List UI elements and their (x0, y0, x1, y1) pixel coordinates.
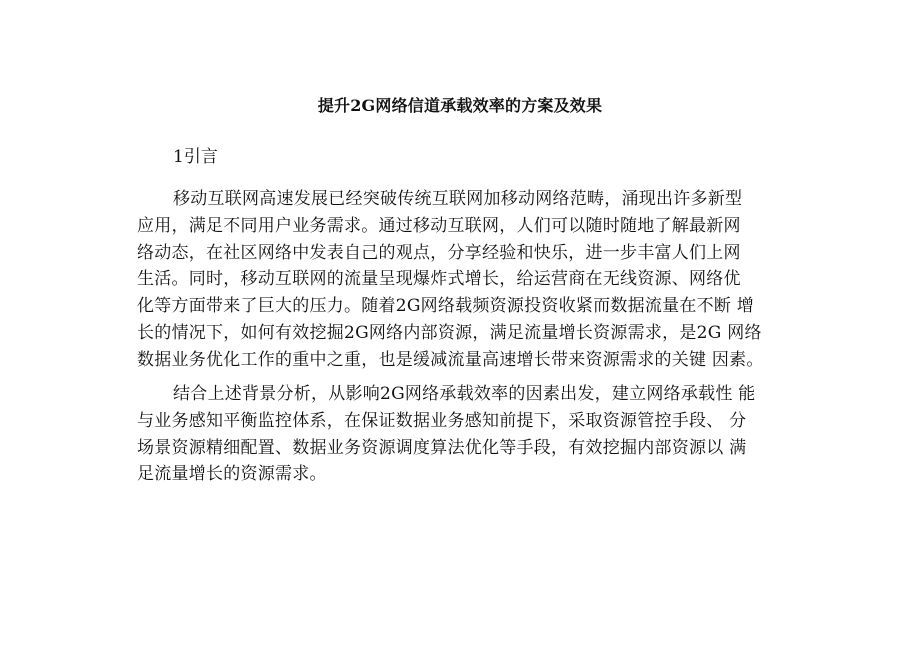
paragraph-line: 与业务感知平衡监控体系，在保证数据业务感知前提下，采取资源管控手段、 分 (137, 410, 747, 431)
paragraph-line: 足流量增长的资源需求。 (137, 464, 327, 485)
document-title: 提升2G网络信道承载效率的方案及效果 (317, 96, 603, 115)
paragraph-line: 场景资源精细配置、数据业务资源调度算法优化等手段，有效挖掘内部资源以 满 (137, 437, 747, 458)
section-heading: 1引言 (173, 147, 218, 167)
paragraph-line: 应用，满足不同用户业务需求。通过移动互联网，人们可以随时随地了解最新网 (137, 215, 741, 236)
paragraph-intro (137, 186, 793, 374)
paragraph-approach (137, 381, 793, 488)
paragraph-line: 化等方面带来了巨大的压力。随着2G网络载频资源投资收紧而数据流量在不断 增 (137, 296, 755, 317)
paragraph-line: 络动态，在社区网络中发表自己的观点，分享经验和快乐，进一步丰富人们上网 (137, 242, 741, 263)
paragraph-line: 生活。同时，移动互联网的流量呈现爆炸式增长，给运营商在无线资源、网络优 (137, 269, 741, 290)
paragraph-line: 移动互联网高速发展已经突破传统互联网加移动网络范畴，涌现出许多新型 (173, 189, 743, 209)
paragraph-line: 数据业务优化工作的重中之重，也是缓减流量高速增长带来资源需求的关键 因素。 (137, 349, 764, 370)
paragraph-line: 结合上述背景分析，从影响2G网络承载效率的因素出发，建立网络承载性 能 (173, 384, 756, 404)
paragraph-line: 长的情况下，如何有效挖掘2G网络内部资源，满足流量增长资源需求，是2G 网络 (137, 322, 762, 343)
